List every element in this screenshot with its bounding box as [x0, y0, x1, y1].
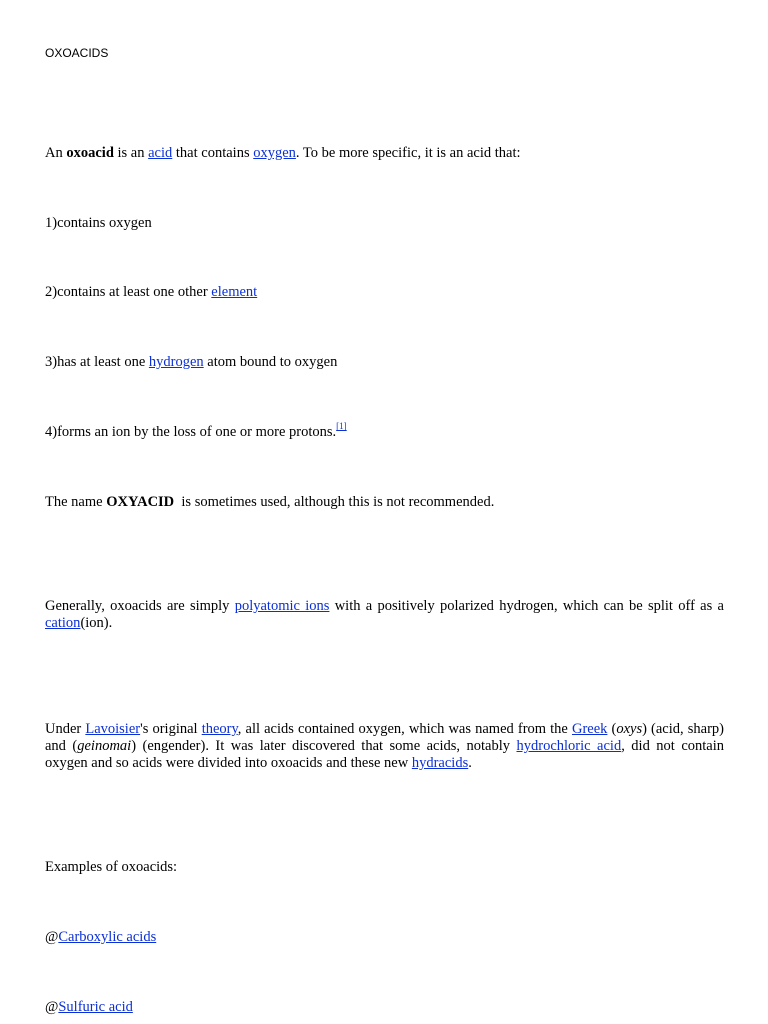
list-item-text: 4)forms an ion by the loss of one or more protons.	[45, 424, 337, 440]
link-hydrochloric-acid[interactable]: hydrochloric acid	[516, 738, 622, 754]
link-sulfuric-acid[interactable]: Sulfuric acid	[58, 999, 133, 1015]
history-text: .	[468, 755, 472, 771]
link-oxygen[interactable]: oxygen	[253, 145, 296, 161]
list-item-2	[45, 284, 724, 301]
link-hydracids[interactable]: hydracids	[411, 755, 469, 771]
link-greek[interactable]: Greek	[571, 721, 608, 737]
intro-paragraph	[45, 145, 724, 162]
general-paragraph	[45, 598, 724, 632]
history-paragraph	[45, 721, 724, 772]
link-theory[interactable]: theory	[201, 721, 238, 737]
history-text: (	[607, 721, 617, 737]
list-item-text: 3)has at least one	[45, 354, 149, 370]
examples-heading: Examples of oxoacids:	[45, 859, 178, 875]
history-text: ) (acid, sharp) and (	[45, 721, 724, 754]
intro-text: that contains	[172, 145, 254, 161]
example-item-2	[45, 999, 724, 1016]
link-cation[interactable]: cation	[45, 615, 81, 631]
link-hydrogen[interactable]: hydrogen	[148, 354, 204, 370]
example-bullet: @	[45, 999, 59, 1015]
document-title: OXOACIDS	[45, 46, 109, 60]
intro-text: is an	[113, 145, 149, 161]
general-text: (ion).	[80, 615, 113, 631]
oxyacid-text: is sometimes used, although this is not recommended.	[174, 494, 495, 510]
list-item-1: 1)contains oxygen	[45, 215, 152, 231]
term-oxyacid: OXYACID	[106, 494, 175, 510]
list-item-text: 2)contains at least one other	[45, 284, 212, 300]
history-text: , all acids contained oxygen, which was named from the	[237, 721, 572, 737]
intro-text: An	[45, 145, 67, 161]
history-text: Under	[45, 721, 86, 737]
term-oxoacid: oxoacid	[66, 145, 114, 161]
list-item-text: atom bound to oxygen	[203, 354, 338, 370]
intro-text: . To be more specific, it is an acid that:	[295, 145, 521, 161]
history-text: 's original	[140, 721, 202, 737]
link-carboxylic-acids[interactable]: Carboxylic acids	[58, 929, 157, 945]
history-text: ) (engender). It was later discovered that some acids, notably	[131, 738, 517, 754]
history-text: , did not contain oxygen and so acids were divided into oxoacids and these new	[45, 738, 724, 771]
link-polyatomic-ions[interactable]: polyatomic ions	[234, 598, 330, 614]
example-item-1	[45, 929, 724, 946]
term-oxys: oxys	[616, 721, 643, 737]
example-bullet: @	[45, 929, 59, 945]
term-geinomai: geinomai	[77, 738, 132, 754]
link-lavoisier[interactable]: Lavoisier	[85, 721, 141, 737]
link-element[interactable]: element	[211, 284, 258, 300]
oxyacid-text: The name	[45, 494, 107, 510]
link-acid[interactable]: acid	[148, 145, 173, 161]
general-text: with a positively polarized hydrogen, which can be split off as a	[329, 598, 724, 614]
reference-link-1[interactable]: [1]	[336, 421, 347, 431]
oxyacid-paragraph	[45, 494, 724, 511]
general-text: Generally, oxoacids are simply	[45, 598, 235, 614]
list-item-4	[45, 421, 724, 441]
list-item-3	[45, 354, 724, 371]
